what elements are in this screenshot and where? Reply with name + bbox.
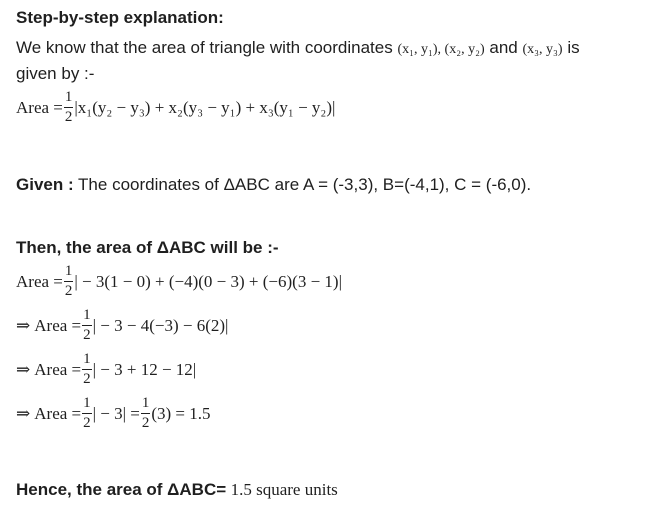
intro-line-2: given by :- <box>16 64 95 83</box>
area-formula <box>16 90 335 125</box>
step-expression: | − 3 − 4(−3) − 6(2)| <box>92 315 229 335</box>
given-line <box>16 175 531 195</box>
formula-expression: |x₁(y₂ − y₃) + x₂(y₃ − y₁) + x₃(y₁ − y₂)| <box>74 97 336 117</box>
fraction-half <box>64 264 74 299</box>
fraction-denominator: 2 <box>64 283 73 299</box>
fraction-numerator: 1 <box>82 352 92 370</box>
coordinates-3: (x₃, y₃) <box>522 42 563 57</box>
step-4 <box>16 396 211 431</box>
fraction-numerator: 1 <box>64 90 74 108</box>
given-label: Given : <box>16 175 74 194</box>
step-expression: | − 3 + 12 − 12| <box>92 359 197 379</box>
fraction-half-2 <box>141 396 151 431</box>
implies-arrow: ⇒ <box>16 315 31 335</box>
fraction-denominator: 2 <box>64 109 73 125</box>
step-result: (3) = 1.5 <box>151 403 211 423</box>
conclusion-label: Hence, the area of ΔABC= <box>16 480 227 499</box>
fraction-half <box>64 90 74 125</box>
intro-text-3: is <box>567 38 580 57</box>
step-expression: | − 3(1 − 0) + (−4)(0 − 3) + (−6)(3 − 1)| <box>74 271 342 291</box>
then-heading: Then, the area of ΔABC will be :- <box>16 238 279 257</box>
fraction-numerator: 1 <box>64 264 74 282</box>
formula-label: Area = <box>16 97 63 117</box>
step-1 <box>16 264 342 299</box>
fraction-half <box>82 352 92 387</box>
implies-arrow: ⇒ <box>16 403 31 423</box>
step-3 <box>16 352 196 387</box>
step-label: Area = <box>34 403 82 423</box>
step-label: Area = <box>16 271 63 291</box>
fraction-denominator: 2 <box>83 415 91 431</box>
fraction-denominator: 2 <box>83 371 91 387</box>
step-expression: | − 3| = <box>92 403 140 423</box>
intro-text-1: We know that the area of triangle with coordinates <box>16 38 393 57</box>
fraction-numerator: 1 <box>82 308 92 326</box>
intro-text-2: and <box>489 38 518 57</box>
given-text: The coordinates of ΔABC are A = (-3,3), B=(-4,1), C = (-6,0). <box>78 175 532 194</box>
step-2 <box>16 308 228 343</box>
step-label: Area = <box>34 315 82 335</box>
fraction-half <box>82 308 92 343</box>
intro-line-1 <box>16 38 580 58</box>
implies-arrow: ⇒ <box>16 359 31 379</box>
fraction-numerator: 1 <box>82 396 92 414</box>
conclusion-line <box>16 480 338 500</box>
fraction-half <box>82 396 92 431</box>
fraction-denominator: 2 <box>83 327 91 343</box>
fraction-denominator: 2 <box>141 415 150 431</box>
conclusion-value: 1.5 square units <box>230 480 338 499</box>
coordinates-1-2: (x₁, y₁), (x₂, y₂) <box>397 42 485 57</box>
fraction-numerator: 1 <box>141 396 151 414</box>
step-label: Area = <box>34 359 82 379</box>
section-heading: Step-by-step explanation: <box>16 8 224 27</box>
